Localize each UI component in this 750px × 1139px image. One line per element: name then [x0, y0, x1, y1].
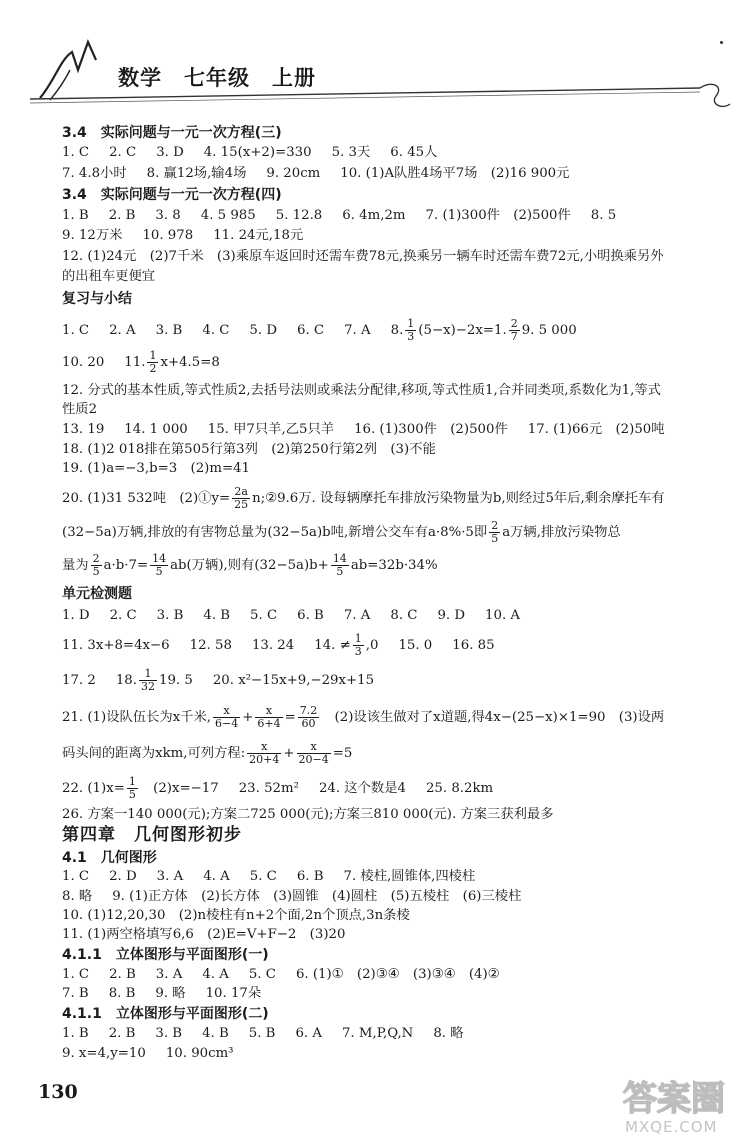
fraction — [139, 668, 157, 693]
answer-text: 21. (1)设队伍长为x千米, — [62, 710, 212, 725]
answer-text: 3. B — [156, 608, 184, 623]
answer-line — [62, 460, 270, 478]
answer-text: 8. C — [390, 608, 418, 623]
answer-text: 单元检测题 — [62, 586, 132, 602]
answer-text: 5. 12.8 — [275, 208, 323, 223]
answer-text: + — [283, 746, 295, 761]
answer-text: 4. B — [202, 1026, 229, 1041]
answer-text: 3. 8 — [155, 208, 181, 223]
answer-text: 4.1 几何图形 — [62, 850, 157, 866]
answer-text: 4. B — [203, 608, 231, 623]
answer-text: 1. C — [62, 967, 90, 982]
answer-line — [62, 144, 457, 162]
fraction-numerator: 1 — [354, 632, 362, 645]
answer-text: 24. 这个数是4 — [318, 781, 406, 796]
answer-line — [62, 248, 684, 266]
section-heading — [62, 290, 152, 308]
answer-text: 10. 90cm³ — [165, 1046, 234, 1061]
answer-line — [62, 868, 495, 886]
answer-text: 4. 15(x+2)=330 — [203, 145, 312, 160]
answer-text: 1. C — [62, 145, 90, 160]
answer-line — [62, 907, 430, 925]
answer-text: 8. 略 — [62, 889, 93, 904]
answer-text: 3.4 实际问题与一元一次方程(三) — [62, 125, 282, 141]
fraction-numerator: 1 — [149, 349, 157, 362]
answer-text: 3. A — [156, 869, 184, 884]
fraction-denominator: 2 — [149, 362, 157, 375]
answer-text: a·b·7= — [103, 558, 149, 573]
answer-text: 8. B — [108, 986, 136, 1001]
fraction-numerator: 2 — [510, 317, 518, 330]
fraction — [127, 776, 138, 801]
answer-text: 15. 0 — [398, 638, 433, 653]
section-heading — [62, 1005, 289, 1023]
answer-line — [62, 1025, 484, 1043]
fraction — [297, 741, 331, 766]
answer-text: 3. B — [155, 323, 183, 338]
answer-text: 3. B — [155, 1026, 183, 1041]
header-decoration-icon — [0, 0, 750, 130]
answer-text: 1. C — [62, 323, 90, 338]
answer-text: 9. 20cm — [266, 166, 321, 181]
answer-text: 2. B — [109, 967, 136, 982]
answer-text: 5. C — [248, 967, 276, 982]
answer-text: 7. A — [344, 323, 371, 338]
fraction — [405, 318, 416, 343]
answer-text: 8. 略 — [433, 1026, 464, 1041]
answer-text: 12. (1)24元 (2)7千米 (3)乘原车返回时还需车费78元,换乘另一辆车时还需车费72元,小明换乘另外 — [62, 249, 664, 264]
answer-text: 性质2 — [62, 402, 98, 417]
fraction — [298, 705, 320, 730]
answer-text: 9. 略 — [155, 986, 186, 1001]
answer-line — [62, 165, 589, 183]
answer-text: 7. B — [62, 986, 89, 1001]
answer-text: (5−x)−2x=1. — [418, 323, 507, 338]
answer-line — [62, 486, 685, 511]
section-heading — [62, 826, 262, 844]
answer-text: 12. 分式的基本性质,等式性质2,去括号法则或乘法分配律,移项,等式性质1,合并同类项,系数化为1,等式 — [62, 383, 661, 398]
answer-text: ,0 — [365, 638, 379, 653]
answer-text: 第四章 几何图形初步 — [62, 825, 242, 845]
answer-line — [62, 401, 117, 419]
answer-line — [62, 441, 456, 459]
answer-text: ab(万辆),则有(32−5a)b+ — [170, 558, 329, 573]
answer-text: 2. D — [109, 869, 137, 884]
answer-line — [62, 553, 458, 578]
answer-text: 8. 赢12场,输4场 — [146, 166, 247, 181]
answer-text: 25. 8.2km — [425, 781, 494, 796]
answer-text: 10. 20 — [62, 355, 105, 370]
section-heading — [62, 124, 302, 142]
answer-text: 8. 5 — [590, 208, 617, 223]
answer-line — [62, 668, 394, 693]
answer-text: 1. D — [62, 608, 90, 623]
fraction-numerator: x — [247, 741, 281, 754]
answer-text: 11. — [124, 355, 146, 370]
answer-text: 2. C — [109, 145, 137, 160]
answer-text: 2. C — [109, 608, 137, 623]
answer-line — [62, 926, 365, 944]
answer-text: 1. B — [62, 1026, 89, 1041]
answer-text: 5. B — [248, 1026, 276, 1041]
answer-text: 4. C — [202, 323, 230, 338]
answer-text: ab=32b·34% — [350, 558, 438, 573]
fraction-denominator: 6−4 — [215, 717, 239, 730]
answer-text: 3. A — [155, 967, 183, 982]
answer-text: 的出租车更便宜 — [62, 269, 156, 284]
section-heading — [62, 186, 302, 204]
answer-text: 23. 52m² — [238, 781, 299, 796]
fraction-numerator: 1 — [407, 317, 415, 330]
fraction-denominator: 5 — [155, 565, 163, 578]
answer-text: 复习与小结 — [62, 291, 132, 307]
answer-text: + — [242, 710, 254, 725]
answer-text: 19. 5 — [159, 673, 193, 688]
fraction — [255, 705, 282, 730]
answer-line — [62, 207, 636, 225]
fraction — [91, 553, 102, 578]
fraction — [232, 486, 250, 511]
fraction — [489, 520, 500, 545]
fraction-denominator: 5 — [92, 565, 100, 578]
answer-text: 5. C — [250, 608, 278, 623]
fraction-numerator: 2 — [491, 519, 499, 532]
page-header — [0, 0, 750, 130]
fraction-numerator: x — [297, 741, 331, 754]
fraction — [509, 318, 520, 343]
fraction — [150, 553, 168, 578]
answer-text: 18. — [115, 673, 137, 688]
answer-text: 6. 4m,2m — [342, 208, 406, 223]
answer-line — [62, 227, 323, 245]
answer-text: n;②9.6万. 设每辆摩托车排放污染物量为b,则经过5年后,剩余摩托车有 — [252, 491, 665, 506]
answer-text: 3.4 实际问题与一元一次方程(四) — [62, 187, 282, 203]
answer-text: (2)x=−17 — [139, 781, 219, 796]
answer-text: 7. A — [343, 608, 371, 623]
answer-text: 量为 — [62, 558, 89, 573]
answer-text: x+4.5=8 — [160, 355, 220, 370]
answer-text: 17. (1)66元 (2)50吨 — [527, 422, 665, 437]
answer-text: 4. A — [203, 869, 230, 884]
answer-line — [62, 985, 281, 1003]
fraction-denominator: 6+4 — [257, 717, 281, 730]
answer-text: 7. 4.8小时 — [62, 166, 127, 181]
answer-text: 17. 2 — [62, 673, 96, 688]
answer-text: 7. (1)300件 (2)500件 — [425, 208, 571, 223]
fraction-denominator: 20+4 — [249, 753, 280, 766]
fraction — [147, 350, 158, 375]
answer-text: 6. C — [296, 323, 325, 338]
answer-text: 4.1.1 立体图形与平面图形(二) — [62, 1006, 269, 1022]
answer-text: 2. A — [109, 323, 136, 338]
answer-text: 7. 棱柱,圆锥体,四棱柱 — [343, 869, 476, 884]
page-number: 130 — [38, 1081, 78, 1103]
answer-text: 9. D — [437, 608, 466, 623]
fraction-numerator: 1 — [139, 668, 157, 681]
page-title: 数学 七年级 上册 — [118, 65, 316, 90]
answer-text: 2. B — [108, 1026, 136, 1041]
section-heading — [62, 849, 177, 867]
answer-text: 10. A — [485, 608, 521, 623]
answer-text: 20. (1)31 532吨 (2)①y= — [62, 491, 231, 506]
fraction — [353, 633, 364, 658]
answer-text: 1. C — [62, 869, 90, 884]
fraction-denominator: 5 — [128, 788, 136, 801]
answer-line — [62, 268, 175, 286]
answer-text: 10. 978 — [142, 228, 194, 243]
answer-text: (32−5a)万辆,排放的有害物总量为(32−5a)b吨,新增公交车有a·8%·5即 — [62, 525, 488, 540]
answer-line — [62, 1045, 254, 1063]
fraction-denominator: 60 — [301, 717, 316, 730]
answer-text: 5. D — [249, 323, 277, 338]
answer-line — [62, 350, 240, 375]
answer-text: 26. 方案一140 000(元);方案二725 000(元);方案三810 000(元). 方案三获利最多 — [62, 807, 554, 822]
fraction-denominator: 3 — [407, 330, 415, 343]
watermark-url: MXQE.COM — [625, 1118, 718, 1136]
fraction — [331, 553, 349, 578]
fraction-denominator: 5 — [491, 532, 499, 545]
fraction-denominator: 32 — [141, 680, 155, 693]
section-heading — [62, 585, 152, 603]
answer-text: = — [284, 710, 296, 725]
answer-text: 10. (1)12,20,30 (2)n棱柱有n+2个面,2n个顶点,3n条棱 — [62, 908, 410, 923]
answer-text: 14. 1 000 — [124, 422, 188, 437]
fraction-numerator: 14 — [152, 552, 167, 565]
fraction-numerator: 2 — [92, 552, 100, 565]
answer-line — [62, 806, 574, 824]
watermark-logo — [615, 1070, 745, 1136]
answer-text: 11. 3x+8=4x−6 — [62, 638, 170, 653]
section-heading — [62, 946, 289, 964]
answer-text: 13. 24 — [251, 638, 295, 653]
fraction-denominator: 20−4 — [298, 753, 329, 766]
answer-text: 10. (1)A队胜4场平7场 (2)16 900元 — [340, 166, 570, 181]
answer-text: 9. 5 000 — [521, 323, 577, 338]
answer-text: 12. 58 — [189, 638, 232, 653]
answer-line — [62, 318, 597, 343]
answer-text: 14. ≠ — [314, 638, 351, 653]
answer-text: 6. A — [295, 1026, 322, 1041]
fraction-numerator: x — [213, 705, 240, 718]
answer-text: 2. B — [108, 208, 136, 223]
fraction-numerator: 1 — [128, 775, 136, 788]
answer-text: 16. (1)300件 (2)500件 — [354, 422, 508, 437]
answer-text: 6. B — [297, 608, 324, 623]
answer-text: 16. 85 — [452, 638, 495, 653]
answer-line — [62, 888, 541, 906]
answer-text: 20. x²−15x+9,−29x+15 — [212, 673, 375, 688]
answer-line — [62, 633, 515, 658]
answer-text: 18. (1)2 018排在第505行第3列 (2)第250行第2列 (3)不能 — [62, 442, 436, 457]
answer-text: a万辆,排放污染物总 — [502, 525, 621, 540]
answer-text: 10. 17朵 — [205, 986, 262, 1001]
answer-text: 9. x=4,y=10 — [62, 1046, 146, 1061]
answer-text: 13. 19 — [62, 422, 105, 437]
fraction — [213, 705, 240, 730]
answer-text: 6. B — [296, 869, 324, 884]
answer-text: 5. C — [249, 869, 277, 884]
answer-text: 3. D — [156, 145, 184, 160]
answer-line — [62, 776, 513, 801]
answer-text: 7. M,P,Q,N — [341, 1026, 414, 1041]
answer-text: (2)设该生做对了x道题,得4x−(25−x)×1=90 (3)设两 — [321, 710, 665, 725]
answer-text: 4.1.1 立体图形与平面图形(一) — [62, 947, 269, 963]
answer-text: 15. 甲7只羊,乙5只羊 — [207, 422, 335, 437]
fraction-numerator: x — [255, 705, 282, 718]
answer-text: 11. 24元,18元 — [213, 228, 304, 243]
fraction-denominator: 7 — [510, 330, 518, 343]
answer-text: 9. 12万米 — [62, 228, 123, 243]
fraction-numerator: 7.2 — [299, 704, 318, 717]
answer-text: 8. — [390, 323, 404, 338]
answer-line — [62, 741, 372, 766]
fraction-numerator: 14 — [332, 552, 347, 565]
answer-text: 4. 5 985 — [200, 208, 256, 223]
answer-text: 码头间的距离为xkm,可列方程: — [62, 746, 246, 761]
answer-text: 6. 45人 — [390, 145, 438, 160]
answer-text: 22. (1)x= — [62, 781, 125, 796]
answer-text: 1. B — [62, 208, 89, 223]
answer-line — [62, 607, 540, 625]
answer-line — [62, 520, 641, 545]
answer-text: 6. (1)① (2)③④ (3)③④ (4)② — [295, 967, 500, 982]
answer-text: 19. (1)a=−3,b=3 (2)m=41 — [62, 461, 251, 476]
answer-text: 5. 3天 — [331, 145, 371, 160]
answer-text: 4. A — [202, 967, 229, 982]
answer-text: =5 — [332, 746, 353, 761]
watermark-text: 答案圈 — [623, 1079, 725, 1119]
answer-text: 11. (1)两空格填写6,6 (2)E=V+F−2 (3)20 — [62, 927, 346, 942]
fraction — [247, 741, 281, 766]
answer-line — [62, 705, 684, 730]
fraction-denominator: 25 — [234, 498, 249, 511]
fraction-denominator: 3 — [354, 645, 362, 658]
answer-line — [62, 966, 520, 984]
corner-mark — [720, 41, 723, 44]
answer-text: 9. (1)正方体 (2)长方体 (3)圆锥 (4)圆柱 (5)五棱柱 (6)三棱柱 — [112, 889, 522, 904]
fraction-denominator: 5 — [336, 565, 344, 578]
fraction-numerator: 2a — [232, 486, 250, 499]
answer-line — [62, 382, 681, 400]
answer-line — [62, 421, 685, 439]
